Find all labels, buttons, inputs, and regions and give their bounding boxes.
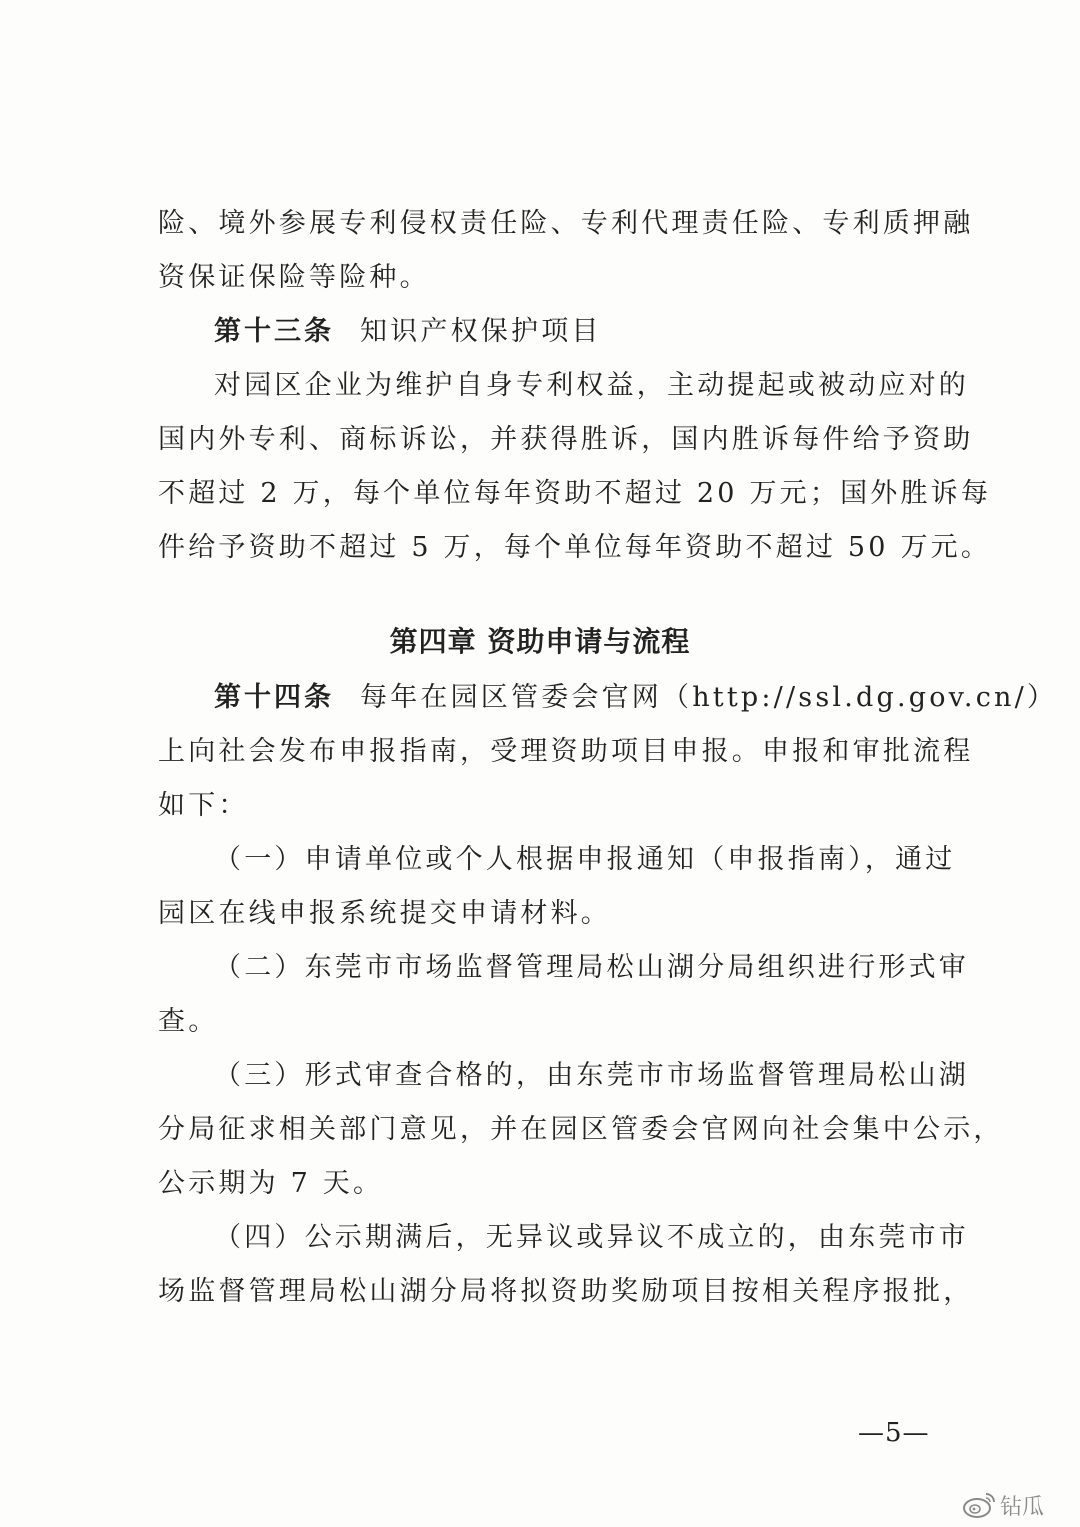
article-14-first-line: 每年在园区管委会官网（http://ssl.dg.gov.cn/）	[360, 682, 1058, 713]
body-line: 上向社会发布申报指南，受理资助项目申报。申报和审批流程	[158, 736, 974, 767]
body-line: 如下：	[158, 790, 249, 821]
list-item-line: 查。	[158, 1006, 219, 1037]
article-14-label: 第十四条	[214, 682, 334, 713]
list-item-line: 场监督管理局松山湖分局将拟资助奖励项目按相关程序报批，	[158, 1276, 974, 1307]
watermark-text: 钻瓜	[1000, 1494, 1045, 1520]
list-item-line: （一）申请单位或个人根据申报通知（申报指南），通过	[214, 844, 956, 875]
weibo-icon	[962, 1491, 996, 1519]
list-item-line: （二）东莞市市场监督管理局松山湖分局组织进行形式审	[214, 952, 969, 983]
article-13-label: 第十三条	[214, 316, 334, 347]
list-item-line: 公示期为 7 天。	[158, 1168, 384, 1199]
body-line: 国内外专利、商标诉讼，并获得胜诉，国内胜诉每件给予资助	[158, 424, 974, 455]
list-item-line: 分局征求相关部门意见，并在园区管委会官网向社会集中公示，	[158, 1114, 1004, 1145]
page-number: —5—	[858, 1418, 930, 1448]
list-item-line: 园区在线申报系统提交申请材料。	[158, 898, 611, 929]
list-item-line: （四）公示期满后，无异议或异议不成立的，由东莞市市	[214, 1222, 969, 1253]
chapter-heading: 第四章 资助申请与流程	[389, 625, 691, 658]
body-line: 资保证保险等险种。	[158, 262, 430, 293]
article-13-title: 知识产权保护项目	[360, 316, 602, 347]
article-13-heading	[214, 312, 948, 352]
body-line: 不超过 2 万，每个单位每年资助不超过 20 万元；国外胜诉每	[158, 478, 992, 509]
watermark	[962, 1490, 1044, 1520]
article-14-heading	[214, 678, 1058, 718]
body-line: 险、境外参展专利侵权责任险、专利代理责任险、专利质押融	[158, 208, 974, 239]
list-item-line: （三）形式审查合格的，由东莞市市场监督管理局松山湖	[214, 1060, 969, 1091]
body-line: 件给予资助不超过 5 万，每个单位每年资助不超过 50 万元。	[158, 532, 992, 563]
body-line: 对园区企业为维护自身专利权益，主动提起或被动应对的	[214, 370, 969, 401]
